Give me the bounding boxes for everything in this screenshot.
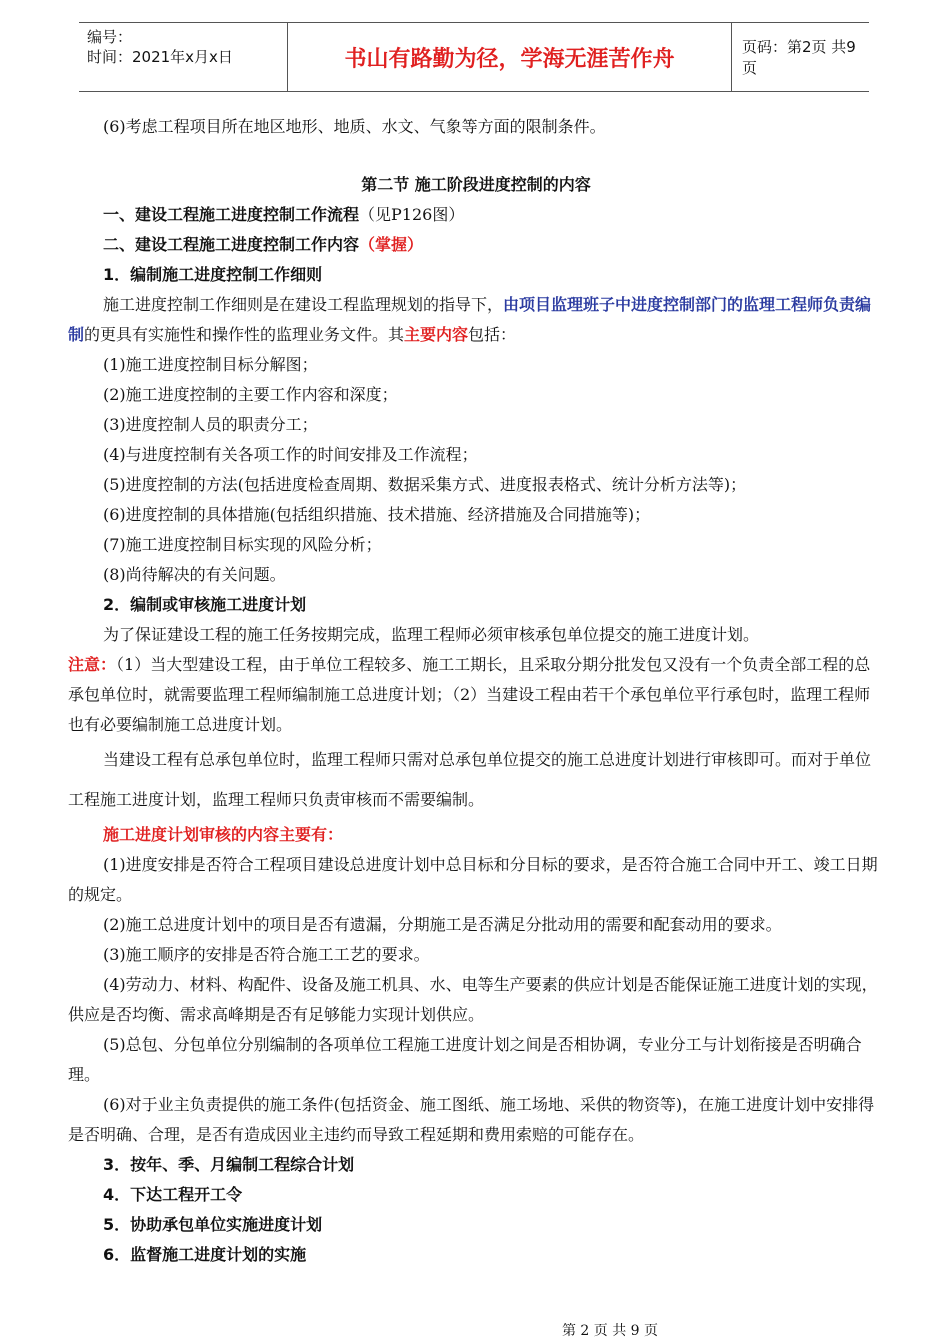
rules-intro-highlight: 由项目监理班子中进度控制部门的监理工程师负责编制: [68, 295, 872, 344]
paragraph-rules-intro: [68, 290, 884, 350]
section-title: 第二节 施工阶段进度控制的内容: [361, 175, 591, 194]
review-heading-main: 施工进度计划审核的内容: [103, 825, 280, 844]
list-item: (8)尚待解决的有关问题。: [103, 565, 286, 584]
list-item: (2)施工进度控制的主要工作内容和深度；: [103, 385, 398, 404]
rules-intro-part-c: 的更具有实施性和操作性的监理业务文件。其: [84, 325, 405, 344]
list-item: (2)施工总进度计划中的项目是否有遗漏，分期施工是否满足分批动用的需要和配套动用的要求。: [103, 915, 782, 934]
list-item: (6)对于业主负责提供的施工条件(包括资金、施工图纸、施工场地、采供的物资等)，在施工进度计划中安排得是否明确、合理，是否有造成因业主违约而导致工程延期和费用索赔的可能存在。: [68, 1095, 875, 1144]
list-item: (1)进度安排是否符合工程项目建设总进度计划中总目标和分目标的要求，是否符合施工合同中开工、竣工日期的规定。: [68, 855, 878, 904]
list-item: (5)进度控制的方法(包括进度检查周期、数据采集方式、进度报表格式、统计分析方法等)；: [103, 475, 747, 494]
header-meta: [79, 23, 288, 91]
page-header: [79, 22, 869, 92]
rules-intro-main-content: 主要内容: [404, 325, 469, 344]
rules-intro-part-e: 包括：: [468, 325, 517, 344]
document-time-label: 时间：2021年x月x日: [87, 48, 233, 66]
list-item: (5)总包、分包单位分别编制的各项单位工程施工进度计划之间是否相协调，专业分工与计划衔接是否明确合理。: [68, 1035, 862, 1084]
list-item: (3)进度控制人员的职责分工；: [103, 415, 318, 434]
subheading-5: 5．协助承包单位实施进度计划: [103, 1215, 323, 1234]
list-item: (7)施工进度控制目标实现的风险分析；: [103, 535, 382, 554]
list-item: (1)施工进度控制目标分解图；: [103, 355, 318, 374]
header-motto: 书山有路勤为径，学海无涯苦作舟: [288, 23, 732, 91]
document-body: [68, 112, 884, 1270]
subheading-2: 2．编制或审核施工进度计划: [103, 595, 307, 614]
list-item: (3)施工顺序的安排是否符合施工工艺的要求。: [103, 945, 430, 964]
document-number-label: 编号：: [87, 28, 133, 46]
rules-intro-part-a: 施工进度控制工作细则是在建设工程监理规划的指导下，: [103, 295, 504, 314]
list-item: (4)劳动力、材料、构配件、设备及施工机具、水、电等生产要素的供应计划是否能保证施工进度计划的实现，供应是否均衡、需求高峰期是否有足够能力实现计划供应。: [68, 975, 878, 1024]
review-heading-suffix: 主要有：: [279, 825, 344, 844]
heading-workflow-text: 一、建设工程施工进度控制工作流程: [103, 205, 360, 224]
paragraph-note: [68, 650, 884, 740]
page-footer: 第 2 页 共 9 页: [561, 1323, 659, 1339]
heading-work-content-text: 二、建设工程施工进度控制工作内容: [103, 235, 360, 254]
note-label: 注意：: [68, 655, 117, 674]
subheading-6: 6．监督施工进度计划的实施: [103, 1245, 307, 1264]
paragraph-review-required: 为了保证建设工程的施工任务按期完成，监理工程师必须审核承包单位提交的施工进度计划。: [103, 625, 760, 644]
header-page-label: 页码：第2页 共9页: [742, 38, 856, 77]
paragraph-limit-conditions: (6)考虑工程项目所在地区地形、地质、水文、气象等方面的限制条件。: [103, 117, 606, 136]
heading-workflow: [68, 200, 884, 230]
heading-work-content-tag: （掌握）: [359, 235, 424, 254]
note-text: （1）当大型建设工程，由于单位工程较多、施工工期长，且采取分期分批发包又没有一个负责全部工程的总承包单位时，就需要监理工程师编制施工总进度计划；（2）当建设工程由若干个承包单位平行承包时，监理工程师也有必要编制施工总进度计划。: [68, 655, 871, 734]
list-item: (4)与进度控制有关各项工作的时间安排及工作流程；: [103, 445, 478, 464]
heading-work-content: [68, 230, 884, 260]
subheading-4: 4．下达工程开工令: [103, 1185, 243, 1204]
heading-review-content: [68, 820, 884, 850]
list-item: (6)进度控制的具体措施(包括组织措施、技术措施、经济措施及合同措施等)；: [103, 505, 651, 524]
heading-workflow-ref: （见P126图）: [359, 205, 465, 224]
subheading-3: 3．按年、季、月编制工程综合计划: [103, 1155, 355, 1174]
subheading-1: 1．编制施工进度控制工作细则: [103, 265, 323, 284]
paragraph-general-contractor: 当建设工程有总承包单位时，监理工程师只需对总承包单位提交的施工总进度计划进行审核即可。而对于单位工程施工进度计划，监理工程师只负责审核而不需要编制。: [68, 750, 872, 809]
